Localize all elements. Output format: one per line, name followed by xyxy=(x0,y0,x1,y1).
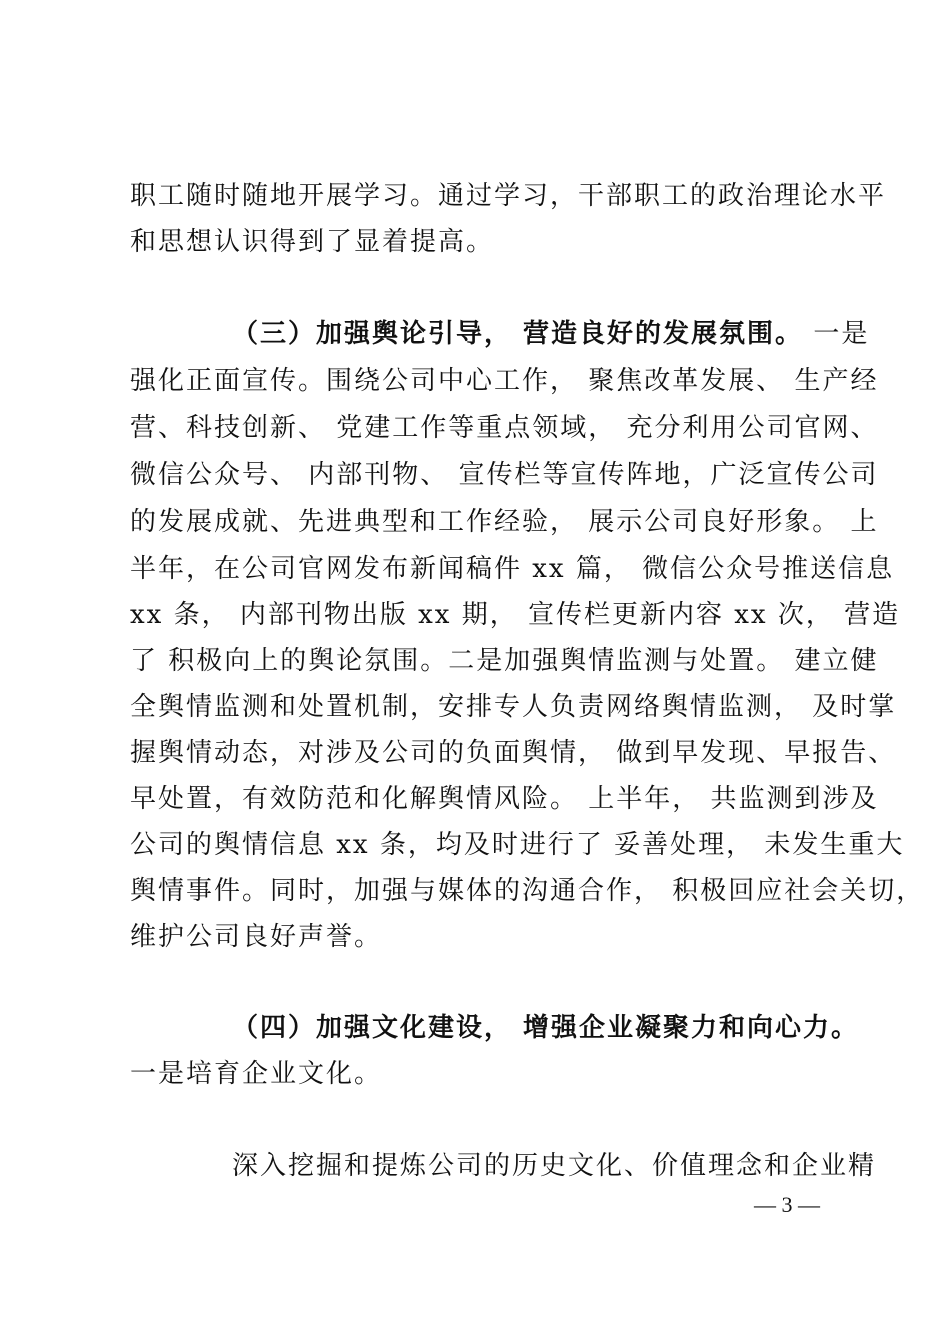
text-line: 一是培育企业文化。 xyxy=(130,1059,383,1089)
text-line: 全舆情监测和处置机制，安排专人负责网络舆情监测， 及时掌 xyxy=(130,692,897,722)
text-line: xx 条， 内部刊物出版 xx 期， 宣传栏更新内容 xx 次， 营造 xyxy=(130,600,901,630)
text-line: 微信公众号、 内部刊物、 宣传栏等宣传阵地，广泛宣传公司 xyxy=(130,460,879,490)
text-line: 了 积极向上的舆论氛围。二是加强舆情监测与处置。 建立健 xyxy=(130,646,879,676)
text-line: 维护公司良好声誉。 xyxy=(130,922,383,952)
text-line: 和思想认识得到了显着提高。 xyxy=(130,227,495,257)
heading-tail: 一是 xyxy=(803,319,870,349)
text-line: 握舆情动态，对涉及公司的负面舆情， 做到早发现、早报告、 xyxy=(130,738,897,768)
page-number: — 3 — xyxy=(754,1192,820,1217)
text-line: 强化正面宣传。围绕公司中心工作， 聚焦改革发展、 生产经 xyxy=(130,366,879,396)
text-line: 职工随时随地开展学习。通过学习，干部职工的政治理论水平 xyxy=(130,181,887,211)
heading-text: （三）加强舆论引导， 营造良好的发展氛围。 xyxy=(232,319,804,349)
text-line: 早处置，有效防范和化解舆情风险。 上半年， 共监测到涉及 xyxy=(130,784,879,814)
text-line: 半年，在公司官网发布新闻稿件 xx 篇， 微信公众号推送信息 xyxy=(130,554,895,584)
text-line: 深入挖掘和提炼公司的历史文化、价值理念和企业精 xyxy=(232,1151,877,1181)
text-line: 的发展成就、先进典型和工作经验， 展示公司良好形象。 上 xyxy=(130,507,879,537)
text-line: 公司的舆情信息 xx 条，均及时进行了 妥善处理， 未发生重大 xyxy=(130,830,905,860)
text-line: 舆情事件。同时，加强与媒体的沟通合作， 积极回应社会关切， xyxy=(130,876,925,906)
section-heading-4: （四）加强文化建设， 增强企业凝聚力和向心力。 xyxy=(232,1013,860,1043)
text-line: 营、科技创新、 党建工作等重点领域， 充分利用公司官网、 xyxy=(130,413,879,443)
section-heading-3 xyxy=(232,319,950,349)
